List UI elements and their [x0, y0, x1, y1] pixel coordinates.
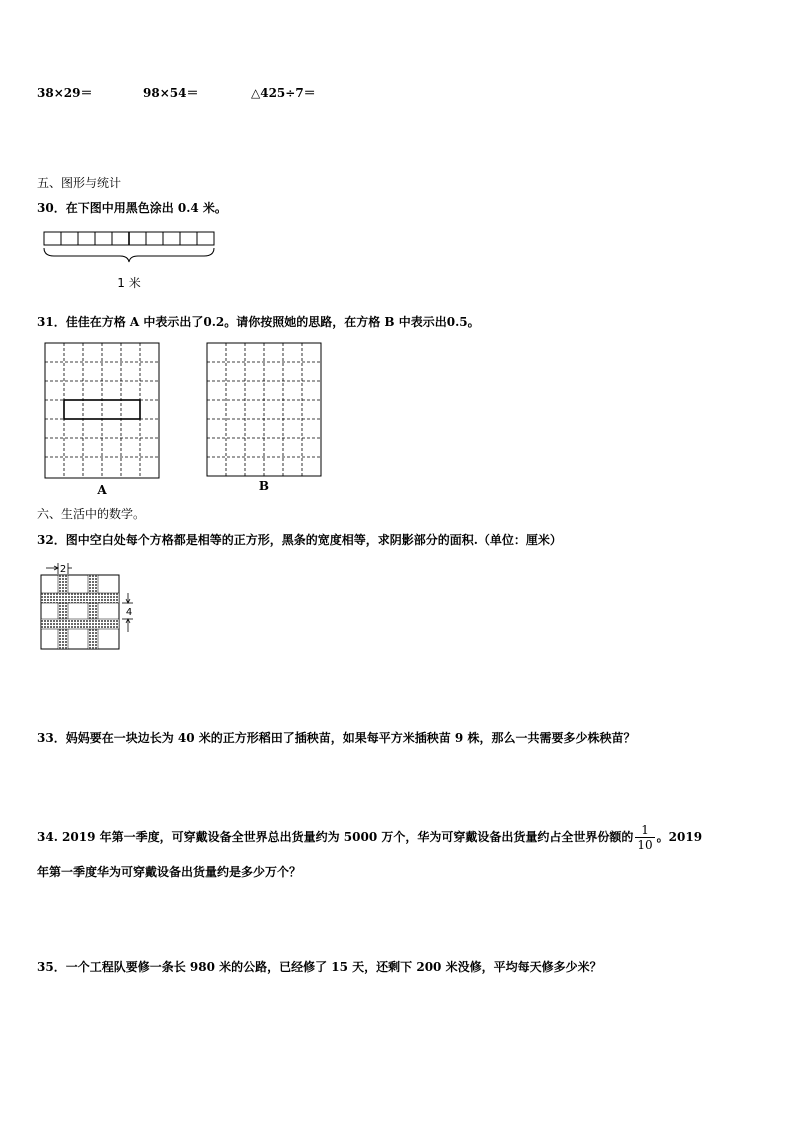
q31-text: 31．佳佳在方格 A 中表示出了0.2。请你按照她的思路，在方格 B 中表示出0.5。: [37, 315, 480, 329]
q30-bar-figure: [40, 228, 220, 298]
q30-brace: [44, 248, 214, 262]
q30-bar: [44, 232, 214, 245]
calc-2: 98×54＝: [143, 86, 199, 100]
q34-fraction: [635, 823, 654, 852]
q34-line2: 年第一季度华为可穿戴设备出货量约是多少万个？: [37, 865, 302, 879]
calc-3: △425÷7＝: [251, 86, 316, 100]
section-5-title: 五、图形与统计: [37, 176, 122, 190]
q32-figure: [38, 560, 142, 654]
q34-frac-den: 10: [637, 838, 653, 852]
q30-brace-label: 1 米: [117, 276, 141, 290]
q31-label-a: A: [97, 483, 107, 497]
q34-frac-num: 1: [635, 823, 654, 838]
q32-dim-top-label: 2: [59, 564, 67, 575]
q31-grid-b: [206, 342, 326, 498]
calc-1: 38×29＝: [37, 86, 93, 100]
q31-grid-a: [44, 342, 164, 498]
q35-text: 35．一个工程队要修一条长 980 米的公路，已经修了 15 天，还剩下 200 米没修，平均每天修多少米？: [37, 960, 602, 974]
q31-label-b: B: [258, 479, 270, 493]
q34-line1: [37, 822, 702, 852]
q30-text: 30．在下图中用黑色涂出 0.4 米。: [37, 201, 227, 215]
section-6-title: 六、生活中的数学。: [37, 507, 146, 521]
q32-dim-right-label: 4: [125, 607, 133, 618]
q33-text: 33．妈妈要在一块边长为 40 米的正方形稻田了插秧苗，如果每平方米插秧苗 9 株，那么一共需要多少株秧苗？: [37, 731, 636, 745]
q34-text-after: 。2019: [656, 830, 703, 844]
q32-text: 32．图中空白处每个方格都是相等的正方形，黑条的宽度相等，求阴影部分的面积.（单位：厘米）: [37, 533, 562, 547]
q34-text-before: 34. 2019 年第一季度，可穿戴设备全世界总出货量约为 5000 万个，华为可穿戴设备出货量约占全世界份额的: [37, 830, 634, 844]
